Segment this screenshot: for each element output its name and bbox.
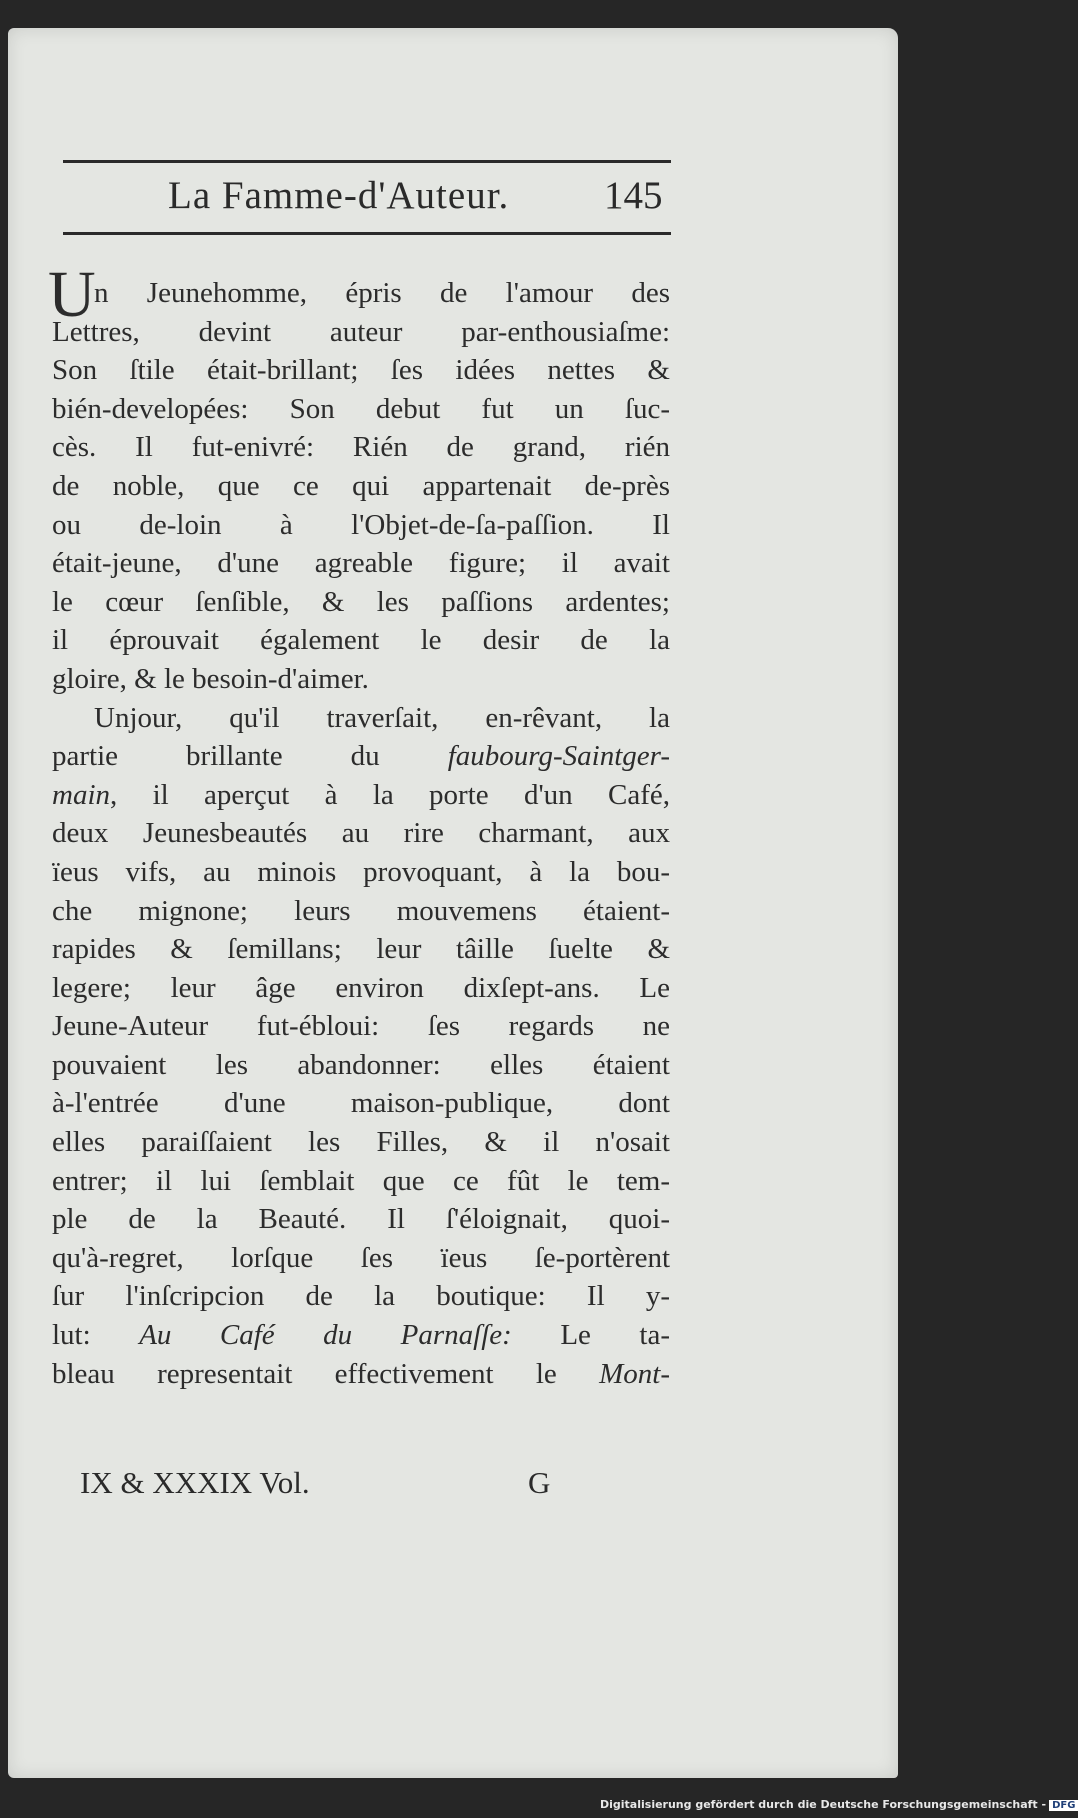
- line-text: Le ta-: [511, 1319, 671, 1352]
- line-text: de noble, que ce qui appartenait de-près: [52, 469, 670, 502]
- text-line: [52, 814, 670, 853]
- line-text: bién-developées: Son debut fut un ſuc-: [52, 392, 670, 425]
- line-text: ple de la Beauté. Il ſ'éloignait, quoi-: [52, 1203, 670, 1236]
- italic-text: Mont-: [599, 1357, 670, 1390]
- text-line: [52, 1200, 670, 1239]
- text-line: [52, 1084, 670, 1123]
- text-line: [52, 1162, 670, 1201]
- line-text: ſur l'inſcripcion de la boutique: Il y-: [52, 1280, 670, 1313]
- line-text: pouvaient les abandonner: elles étaient: [52, 1048, 670, 1081]
- line-text: Jeune-Auteur fut-ébloui: ſes regards ne: [52, 1010, 670, 1043]
- text-line: [52, 1123, 670, 1162]
- line-text: Son ſtile était-brillant; ſes idées nettes &: [52, 354, 670, 387]
- text-line: [52, 467, 670, 506]
- line-text: , il aperçut à la porte d'un Café,: [110, 778, 670, 811]
- dfg-logo: DFG: [1049, 1800, 1078, 1811]
- text-line: [52, 892, 670, 931]
- line-text: legere; leur âge environ dixſept-ans. Le: [52, 971, 670, 1004]
- line-text: deux Jeunesbeautés au rire charmant, aux: [52, 817, 670, 850]
- line-text: le cœur ſenſible, & les paſſions ardentes;: [52, 585, 670, 618]
- italic-text: faubourg-Saintger-: [447, 740, 670, 773]
- credit-text: Digitalisierung gefördert durch die Deutsche Forschungsgemeinschaft -: [600, 1798, 1047, 1811]
- line-text: qu'à-regret, lorſque ſes ïeus ſe-portèrent: [52, 1241, 670, 1274]
- header-rule-bottom: [63, 232, 671, 235]
- line-text: gloire, & le besoin-d'aimer.: [52, 662, 369, 695]
- line-text: ou de-loin à l'Objet-de-ſa-paſſion. Il: [52, 508, 670, 541]
- text-line: [52, 351, 670, 390]
- drop-cap: U: [48, 258, 96, 331]
- signature-mark: IX & XXXIX Vol.: [80, 1465, 310, 1500]
- body-text: [48, 258, 671, 1393]
- book-page: [8, 28, 898, 1778]
- italic-text: main: [52, 778, 110, 811]
- text-line: [52, 776, 670, 815]
- text-line: [52, 506, 670, 545]
- text-line: [52, 853, 670, 892]
- digitization-credit: [600, 1798, 1076, 1811]
- text-line: [52, 1239, 670, 1278]
- text-line: [52, 969, 670, 1008]
- line-text: ïeus vifs, au minois provoquant, à la bou-: [52, 855, 670, 888]
- text-line: [52, 1046, 670, 1085]
- line-text: il éprouvait également le desir de la: [52, 624, 670, 657]
- line-text: n Jeunehomme, épris de l'amour des: [94, 277, 670, 309]
- text-line: [52, 1316, 670, 1355]
- line-text: partie brillante du: [52, 740, 448, 773]
- line-text: che mignone; leurs mouvemens étaient-: [52, 894, 670, 927]
- gathering-mark: G: [528, 1465, 551, 1500]
- line-text: Lettres, devint auteur par-enthousiaſme:: [52, 315, 670, 348]
- text-line: [52, 1277, 670, 1316]
- text-line: [52, 274, 670, 313]
- page-number: 145: [604, 174, 663, 217]
- text-line: [52, 313, 670, 352]
- text-line: [52, 699, 670, 738]
- header-rule-top: [63, 160, 671, 163]
- text-line: [52, 737, 670, 776]
- line-text: rapides & ſemillans; leur tâille ſuelte &: [52, 933, 670, 966]
- text-line: [52, 583, 670, 622]
- text-line: [52, 1355, 670, 1394]
- text-line: [52, 621, 670, 660]
- text-line: [52, 1007, 670, 1046]
- line-text: était-jeune, d'une agreable figure; il avait: [52, 547, 670, 580]
- running-header-title: La Famme-d'Auteur.: [168, 174, 510, 217]
- line-text: entrer; il lui ſemblait que ce fût le tem-: [52, 1164, 670, 1197]
- italic-text: Au Café du Parnaſſe:: [139, 1319, 512, 1352]
- line-text: Unjour, qu'il traverſait, en-rêvant, la: [94, 701, 670, 734]
- text-line: [52, 390, 670, 429]
- line-text: lut:: [52, 1319, 140, 1352]
- line-text: elles paraiſſaient les Filles, & il n'osait: [52, 1126, 670, 1159]
- line-text: à-l'entrée d'une maison-publique, dont: [52, 1087, 670, 1120]
- line-text: bleau representait effectivement le: [52, 1357, 600, 1390]
- line-text: cès. Il fut-enivré: Rién de grand, rién: [52, 431, 670, 464]
- text-line: [52, 428, 670, 467]
- text-line: [52, 930, 670, 969]
- text-line: [52, 544, 670, 583]
- text-line: [52, 660, 670, 699]
